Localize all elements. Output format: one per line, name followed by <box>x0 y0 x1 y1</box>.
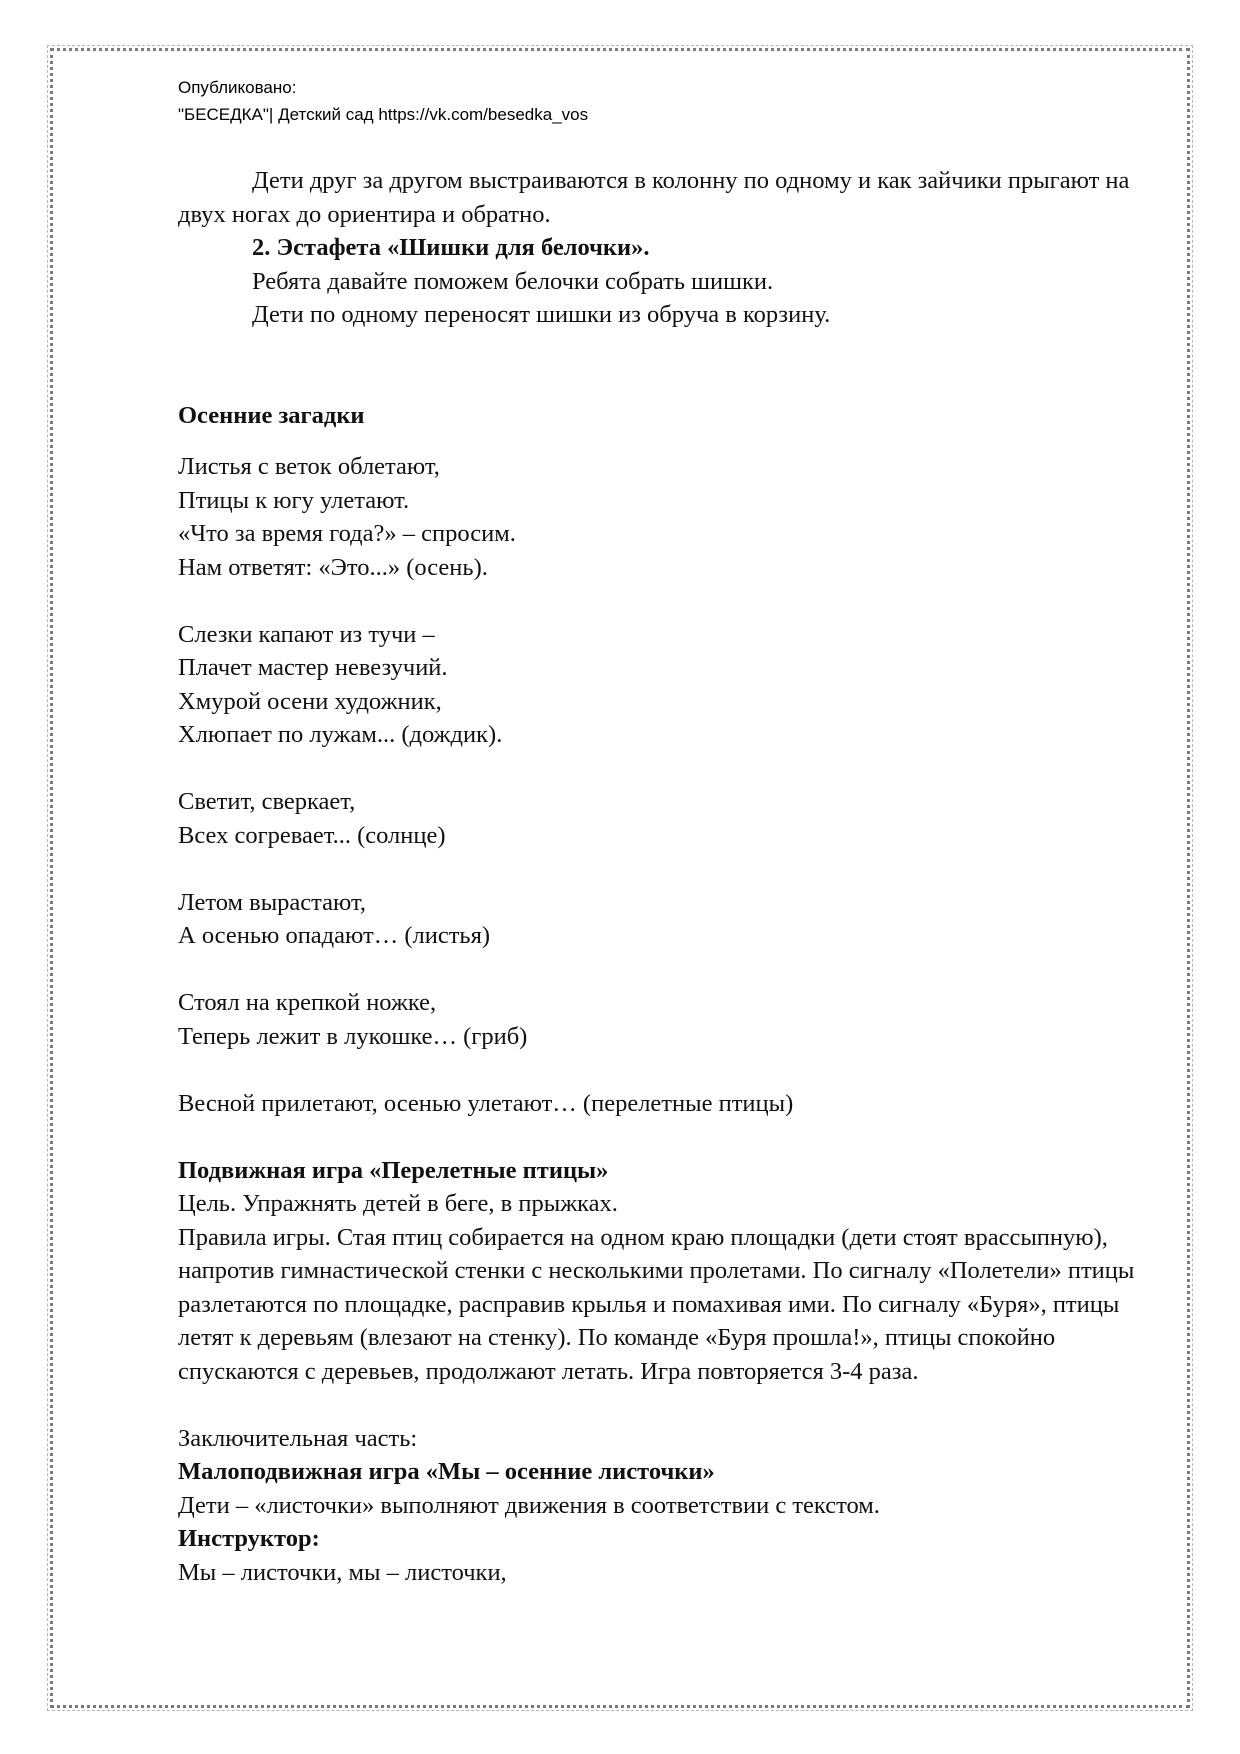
riddle-line: Теперь лежит в лукошке… (гриб) <box>178 1022 528 1050</box>
riddle-3 <box>178 785 1168 852</box>
riddle-6: Весной прилетают, осенью улетают… (перелетные птицы) <box>178 1089 794 1117</box>
riddle-4 <box>178 886 1168 953</box>
game-title: Подвижная игра «Перелетные птицы» <box>178 1156 609 1184</box>
riddles-title: Осенние загадки <box>178 401 365 429</box>
riddle-line: Слезки капают из тучи – <box>178 620 435 648</box>
final-part-label: Заключительная часть: <box>178 1424 418 1452</box>
riddle-line: А осенью опадают… (листья) <box>178 922 491 949</box>
riddle-line: Стоял на крепкой ножке, <box>178 989 437 1016</box>
relay-title: 2. Эстафета «Шишки для белочки». <box>252 234 650 261</box>
riddle-1 <box>178 450 1168 584</box>
verse-line: Мы – листочки, мы – листочки, <box>178 1558 507 1586</box>
instructor-label: Инструктор: <box>178 1525 320 1552</box>
publication-source: "БЕСЕДКА"| Детский сад https://vk.com/besedka_vos <box>178 105 589 124</box>
game-rules: Правила игры. Стая птиц собирается на одном краю площадки (дети стоят врассыпную), напротив гимнастической стенки с несколькими пролетами. По сигналу «Полетели» птицы разлетаются по площадке, расправив крылья и помахивая ими. По сигналу «Буря», птицы летят к деревьям (влезают на стенку). По команде «Буря прошла!», птицы спокойно спускаются с деревьев, продолжают летать. Игра повторяется 3-4 раза. <box>178 1223 1135 1385</box>
game-goal: Цель. Упражнять детей в беге, в прыжках. <box>178 1190 618 1217</box>
relay-line: Дети по одному переносят шишки из обруча в корзину. <box>252 301 831 328</box>
riddle-line: Хлюпает по лужам... (дождик). <box>178 721 503 748</box>
riddle-line: Нам ответят: «Это...» (осень). <box>178 553 488 581</box>
riddle-line: Летом вырастают, <box>178 888 366 916</box>
riddle-line: Листья с веток облетают, <box>178 453 440 480</box>
riddle-line: Плачет мастер невезучий. <box>178 654 448 681</box>
document-body <box>178 164 1168 1589</box>
relay-line: Ребята давайте поможем белочки собрать шишки. <box>252 267 774 295</box>
riddle-line: Птицы к югу улетают. <box>178 486 410 514</box>
intro-paragraph: Дети друг за другом выстраиваются в колонну по одному и как зайчики прыгают на двух ногах до ориентира и обратно. <box>178 167 1130 228</box>
final-game-title: Малоподвижная игра «Мы – осенние листочки» <box>178 1458 715 1485</box>
published-label: Опубликовано: <box>178 78 297 97</box>
riddle-line: Светит, сверкает, <box>178 788 356 815</box>
riddle-5 <box>178 986 1168 1053</box>
riddle-2 <box>178 618 1168 752</box>
riddle-line: Всех согревает... (солнце) <box>178 821 446 849</box>
publication-header <box>178 74 588 128</box>
riddle-line: «Что за время года?» – спросим. <box>178 520 516 547</box>
final-game-description: Дети – «листочки» выполняют движения в соответствии с текстом. <box>178 1491 880 1519</box>
riddle-line: Хмурой осени художник, <box>178 687 442 715</box>
